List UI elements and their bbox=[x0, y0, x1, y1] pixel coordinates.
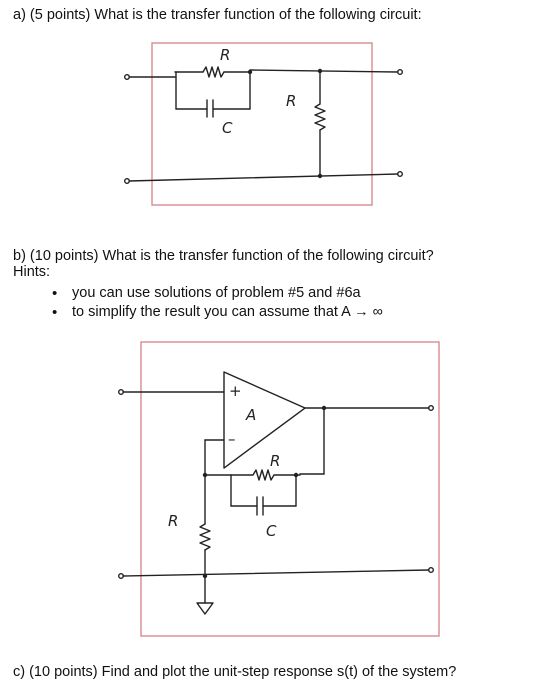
hints-label: Hints: bbox=[13, 264, 51, 280]
feedback-resistor-label: R bbox=[270, 452, 281, 470]
circuit-a-frame bbox=[152, 43, 372, 205]
circuit-b-frame bbox=[141, 342, 439, 636]
question-b: b) (10 points) What is the transfer function of the following circuit? bbox=[13, 248, 434, 264]
output-terminal-bottom bbox=[398, 172, 403, 177]
op-amp-minus: – bbox=[228, 430, 236, 448]
ground-resistor bbox=[200, 524, 210, 550]
question-c: c) (10 points) Find and plot the unit-step response s(t) of the system? bbox=[13, 664, 457, 680]
feedback-capacitor-label: C bbox=[266, 522, 277, 540]
hint-item: • you can use solutions of problem #5 and #6a bbox=[52, 284, 383, 303]
capacitor-label: C bbox=[222, 119, 233, 137]
circuit-b bbox=[119, 342, 439, 636]
series-resistor bbox=[203, 67, 224, 77]
feedback-resistor bbox=[231, 470, 300, 480]
shunt-resistor-label: R bbox=[286, 92, 297, 110]
circuit-a bbox=[125, 43, 403, 205]
op-amp-plus: + bbox=[229, 382, 242, 400]
hint-item: • to simplify the result you can assume that A → ∞ bbox=[52, 303, 383, 322]
shunt-resistor bbox=[315, 104, 325, 130]
output-terminal-top bbox=[429, 406, 434, 411]
output-terminal-bottom bbox=[429, 568, 434, 573]
op-amp-gain: A bbox=[246, 406, 257, 424]
ground-resistor-label: R bbox=[168, 512, 179, 530]
series-resistor-label: R bbox=[220, 46, 231, 64]
ground-icon bbox=[197, 603, 213, 614]
output-terminal-top bbox=[398, 70, 403, 75]
hints-list bbox=[52, 284, 383, 322]
question-a: a) (5 points) What is the transfer function of the following circuit: bbox=[13, 7, 422, 23]
